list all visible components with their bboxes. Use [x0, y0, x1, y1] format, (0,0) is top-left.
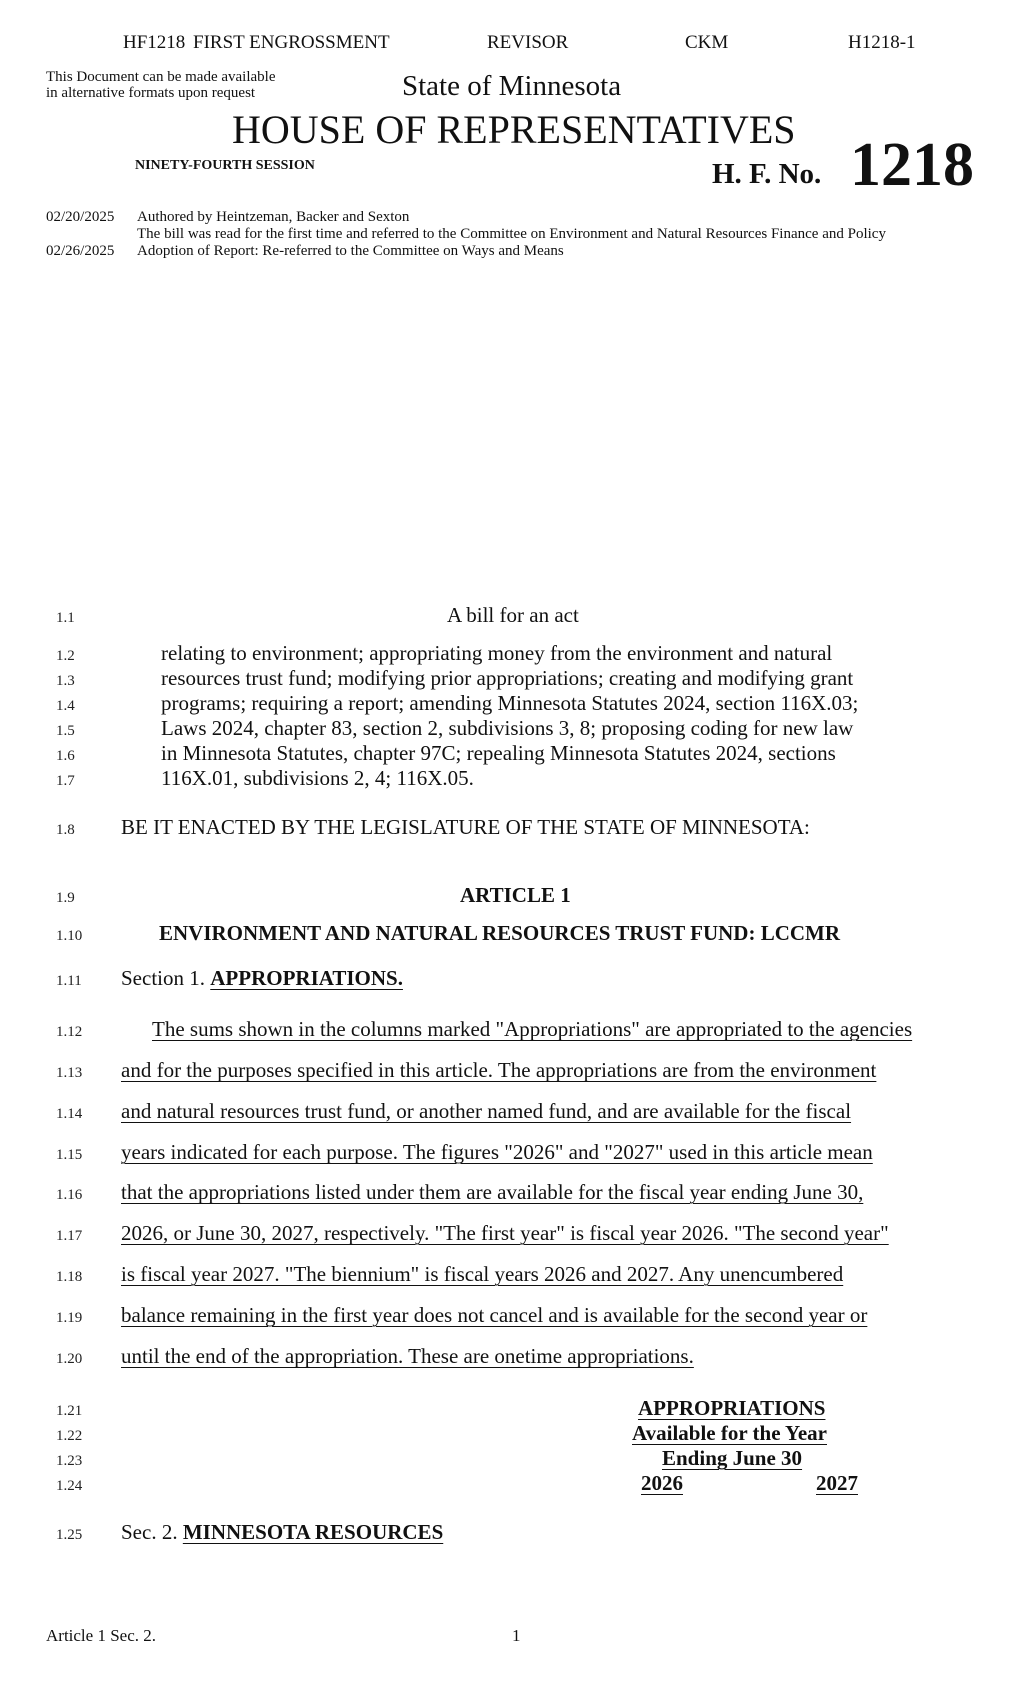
paragraph-line: 2026, or June 30, 2027, respectively. "The first year" is fiscal year 2026. "The second year"	[121, 1221, 889, 1245]
line-number: 1.17	[56, 1228, 83, 1244]
line-number: 1.2	[56, 648, 75, 664]
title-line: relating to environment; appropriating money from the environment and natural	[161, 641, 833, 665]
title-line: in Minnesota Statutes, chapter 97C; repealing Minnesota Statutes 2024, sections	[161, 741, 836, 765]
year-2027-header: 2027	[816, 1471, 858, 1495]
appropriations-header: APPROPRIATIONS	[638, 1396, 826, 1420]
history-date-3: 02/26/2025	[46, 243, 115, 259]
section-title: MINNESOTA RESOURCES	[182, 1520, 444, 1544]
paragraph-line: balance remaining in the first year does not cancel and is available for the second year or	[121, 1303, 868, 1327]
line-number: 1.9	[56, 890, 75, 906]
line-number: 1.6	[56, 748, 75, 764]
header-revisor: REVISOR	[487, 32, 569, 53]
header-initials: CKM	[685, 32, 729, 53]
history-date-1: 02/20/2025	[46, 209, 115, 225]
available-header: Available for the Year	[632, 1421, 827, 1445]
title-line: resources trust fund; modifying prior appropriations; creating and modifying grant	[161, 666, 854, 690]
line-number: 1.8	[56, 822, 75, 838]
paragraph-line: The sums shown in the columns marked "Appropriations" are appropriated to the agencies	[152, 1017, 913, 1041]
header-bill-code: HF1218	[123, 32, 186, 53]
line-number: 1.11	[56, 973, 82, 989]
line-number: 1.12	[56, 1024, 83, 1040]
paragraph-line: that the appropriations listed under them are available for the fiscal year ending June 30,	[121, 1180, 864, 1204]
paragraph-line: years indicated for each purpose. The figures "2026" and "2027" used in this article mean	[121, 1140, 873, 1164]
footer-page-number: 1	[512, 1626, 521, 1645]
availability-note-line2: in alternative formats upon request	[46, 85, 256, 101]
paragraph-line: and for the purposes specified in this article. The appropriations are from the environment	[121, 1058, 877, 1082]
section-title: APPROPRIATIONS.	[210, 966, 403, 990]
line-number: 1.14	[56, 1106, 83, 1122]
line-number: 1.4	[56, 698, 75, 714]
history-text-1: Authored by Heintzeman, Backer and Sexton	[137, 209, 410, 225]
line-number: 1.21	[56, 1403, 83, 1419]
line-number: 1.7	[56, 773, 75, 789]
section-prefix: Section 1.	[121, 966, 211, 990]
header-engrossment: FIRST ENGROSSMENT	[193, 32, 390, 53]
footer-section-ref: Article 1 Sec. 2.	[46, 1626, 156, 1645]
paragraph-line: is fiscal year 2027. "The biennium" is fiscal years 2026 and 2027. Any unencumbered	[121, 1262, 844, 1286]
article-heading: ARTICLE 1	[460, 883, 571, 907]
line-number: 1.13	[56, 1065, 83, 1081]
line-number: 1.10	[56, 928, 83, 944]
line-number: 1.3	[56, 673, 75, 689]
line-number: 1.25	[56, 1527, 83, 1543]
year-2026-header: 2026	[641, 1471, 683, 1495]
line-number: 1.16	[56, 1187, 83, 1203]
title-line: 116X.01, subdivisions 2, 4; 116X.05.	[161, 766, 474, 790]
hf-number: 1218	[850, 131, 974, 199]
line-number: 1.5	[56, 723, 75, 739]
line-number: 1.24	[56, 1478, 83, 1494]
session-label: NINETY-FOURTH SESSION	[135, 158, 315, 173]
header-doc-id: H1218-1	[848, 32, 916, 53]
hf-label: H. F. No.	[712, 158, 822, 190]
paragraph-line: until the end of the appropriation. These are onetime appropriations.	[121, 1344, 694, 1368]
paragraph-line: and natural resources trust fund, or another named fund, and are available for the fiscal	[121, 1099, 852, 1123]
title-line: programs; requiring a report; amending Minnesota Statutes 2024, section 116X.03;	[161, 691, 859, 715]
line-number: 1.15	[56, 1147, 83, 1163]
section-2-heading	[121, 1520, 443, 1545]
enacting-clause: BE IT ENACTED BY THE LEGISLATURE OF THE STATE OF MINNESOTA:	[121, 815, 810, 839]
bill-for-an-act: A bill for an act	[447, 603, 579, 627]
line-number: 1.23	[56, 1453, 83, 1469]
ending-header: Ending June 30	[662, 1446, 803, 1470]
section-1-heading	[121, 966, 403, 991]
section-prefix: Sec. 2.	[121, 1520, 183, 1544]
history-text-3: Adoption of Report: Re-referred to the Committee on Ways and Means	[137, 243, 564, 259]
line-number: 1.22	[56, 1428, 83, 1444]
history-text-2: The bill was read for the first time and referred to the Committee on Environment and Natural Resources Finance and Policy	[137, 226, 886, 242]
title-line: Laws 2024, chapter 83, section 2, subdivisions 3, 8; proposing coding for new law	[161, 716, 854, 740]
line-number: 1.18	[56, 1269, 83, 1285]
line-number: 1.1	[56, 610, 75, 626]
chamber-title: HOUSE OF REPRESENTATIVES	[232, 107, 796, 152]
article-title: ENVIRONMENT AND NATURAL RESOURCES TRUST FUND: LCCMR	[159, 921, 841, 945]
state-title: State of Minnesota	[402, 70, 622, 102]
line-number: 1.19	[56, 1310, 83, 1326]
line-number: 1.20	[56, 1351, 83, 1367]
availability-note-line1: This Document can be made available	[46, 69, 276, 85]
